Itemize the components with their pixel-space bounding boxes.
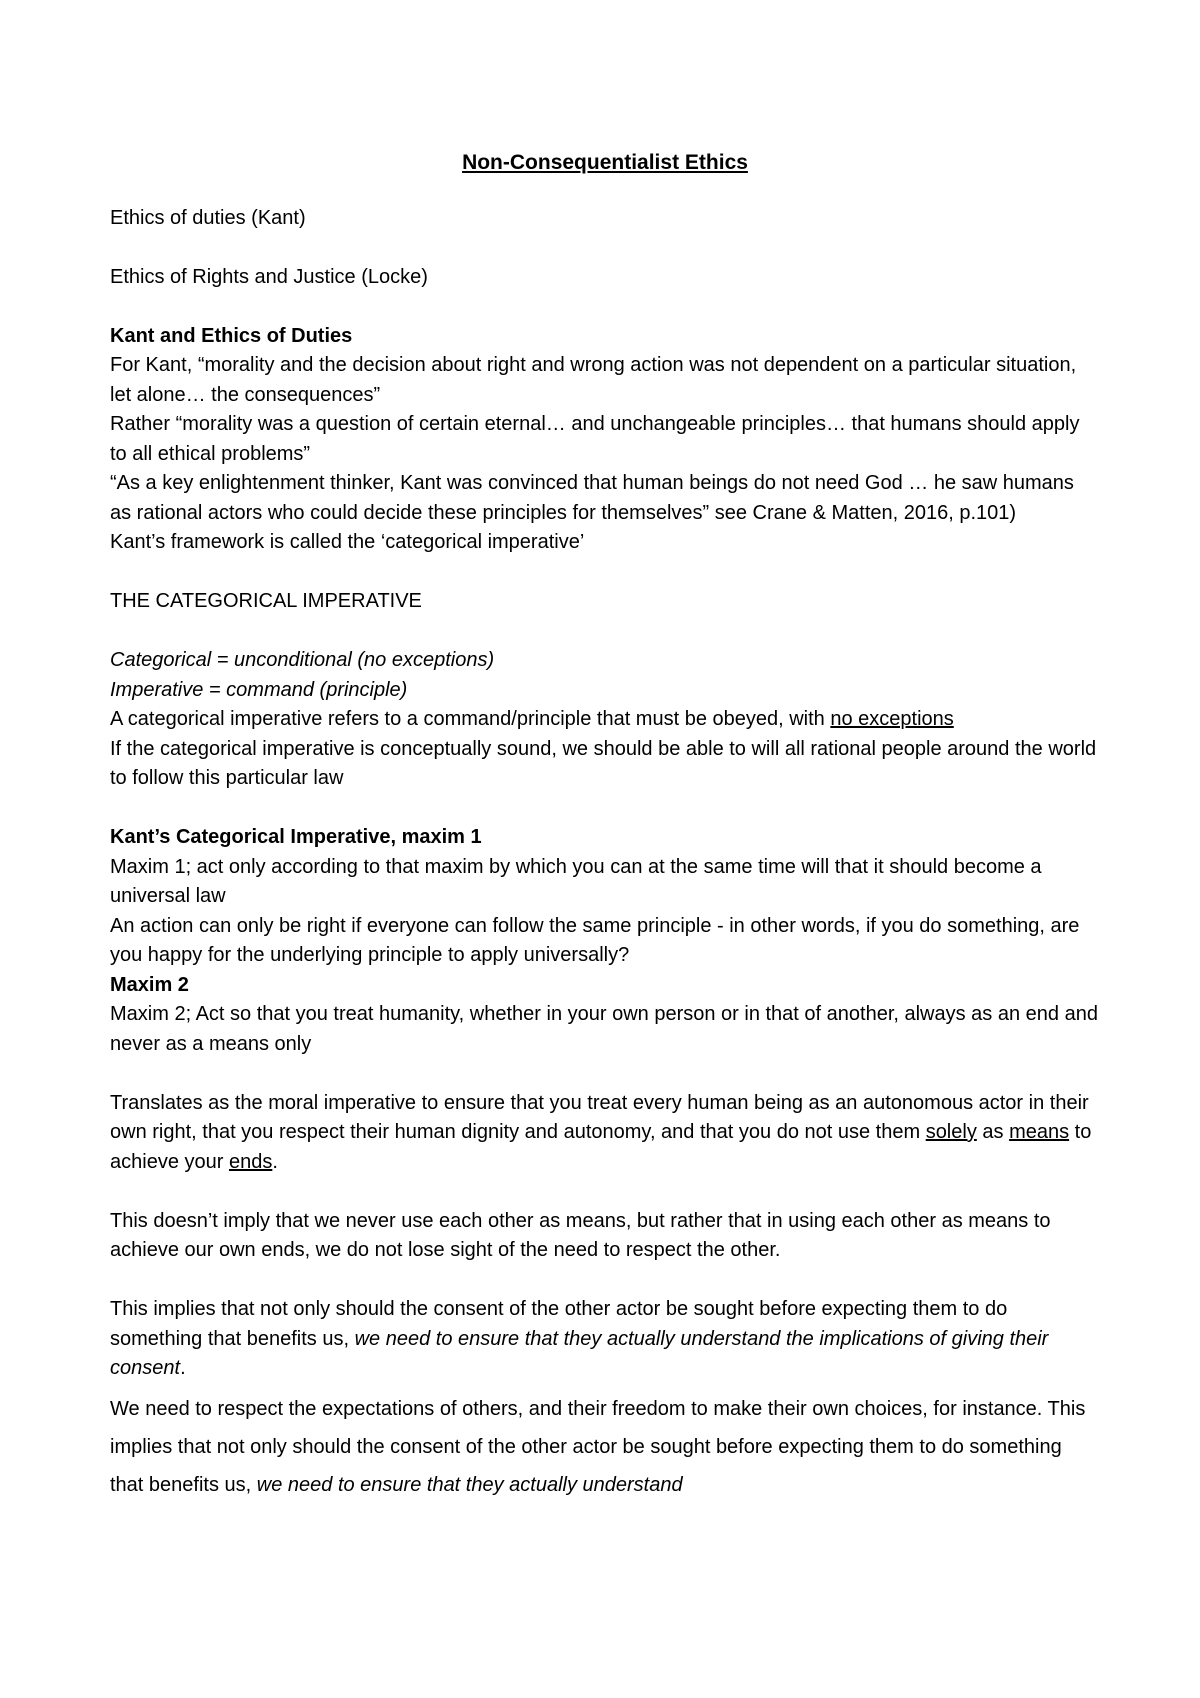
ethics-of-rights-line: Ethics of Rights and Justice (Locke) [110,265,428,288]
document-body [110,148,1100,1504]
solely-underlined: solely [925,1121,977,1143]
translation-text-2: as [976,1121,1010,1143]
categorical-p1-text: A categorical imperative refers to a command/principle that must be obeyed, with [110,708,831,730]
kant-paragraph-2: Rather “morality was a question of certain eternal… and unchangeable principles… that humans should apply to all ethical problems” [110,413,1080,465]
consent-paragraph [110,1295,1100,1384]
maxim-2-heading: Maxim 2 [110,973,189,996]
maxim-1-heading: Kant’s Categorical Imperative, maxim 1 [110,826,482,848]
consent-end: . [180,1357,186,1379]
kant-paragraph-1: For Kant, “morality and the decision about right and wrong action was not dependent on a particular situation, let alone… the consequences” [110,354,1077,406]
categorical-paragraph-2: If the categorical imperative is conceptually sound, we should be able to will all rational people around the world to follow this particular law [110,737,1097,789]
kant-paragraph-4: Kant’s framework is called the ‘categorical imperative’ [110,531,585,553]
categorical-definition: Categorical = unconditional (no exceptions) [110,649,495,671]
maxim-1-text: Maxim 1; act only according to that maxim by which you can at the same time will that it should become a universal law [110,855,1042,907]
means-underlined: means [1009,1121,1070,1143]
respect-text: We need to respect the expectations of others, and their freedom to make their own choices, for instance. This implies that not only should the consent of the other actor be sought before expecting them to do something that benefits us, [110,1397,1086,1496]
translation-text-1: Translates as the moral imperative to ensure that you treat every human being as an autonomous actor in their own right, that you respect their human dignity and autonomy, and that you do not use them [110,1091,1089,1143]
maxim-1-explanation: An action can only be right if everyone can follow the same principle - in other words, if you do something, are you happy for the underlying principle to apply universally? [110,914,1080,966]
respect-italic-text: we need to ensure that they actually understand [256,1473,683,1496]
consent-italic-text: we need to ensure that they actually understand the implications of giving their consent [110,1327,1049,1379]
page-title: Non-Consequentialist Ethics [462,151,748,174]
maxim-2-text: Maxim 2; Act so that you treat humanity, whether in your own person or in that of another, always as an end and never as a means only [110,1003,1098,1055]
categorical-paragraph-1 [110,705,1100,735]
translation-text-4: . [272,1150,278,1173]
translation-text-3: to achieve your [110,1121,1092,1173]
kant-paragraph-3: “As a key enlightenment thinker, Kant was convinced that human beings do not need God … he saw humans as rational actors who could decide these principles for themselves” see Crane & Matten, 2016, p.101) [110,472,1074,524]
implication-paragraph: This doesn’t imply that we never use each other as means, but rather that in using each other as means to achieve our own ends, we do not lose sight of the need to respect the other. [110,1209,1051,1261]
translation-paragraph [110,1089,1100,1178]
no-exceptions-underlined: no exceptions [830,708,954,730]
ethics-of-duties-line: Ethics of duties (Kant) [110,206,306,229]
categorical-heading: THE CATEGORICAL IMPERATIVE [110,590,422,612]
kant-heading: Kant and Ethics of Duties [110,324,353,347]
ends-underlined: ends [228,1150,273,1173]
imperative-definition: Imperative = command (principle) [110,678,408,701]
respect-paragraph [110,1390,1100,1504]
consent-text: This implies that not only should the consent of the other actor be sought before expecting them to do something that benefits us, [110,1298,1008,1350]
